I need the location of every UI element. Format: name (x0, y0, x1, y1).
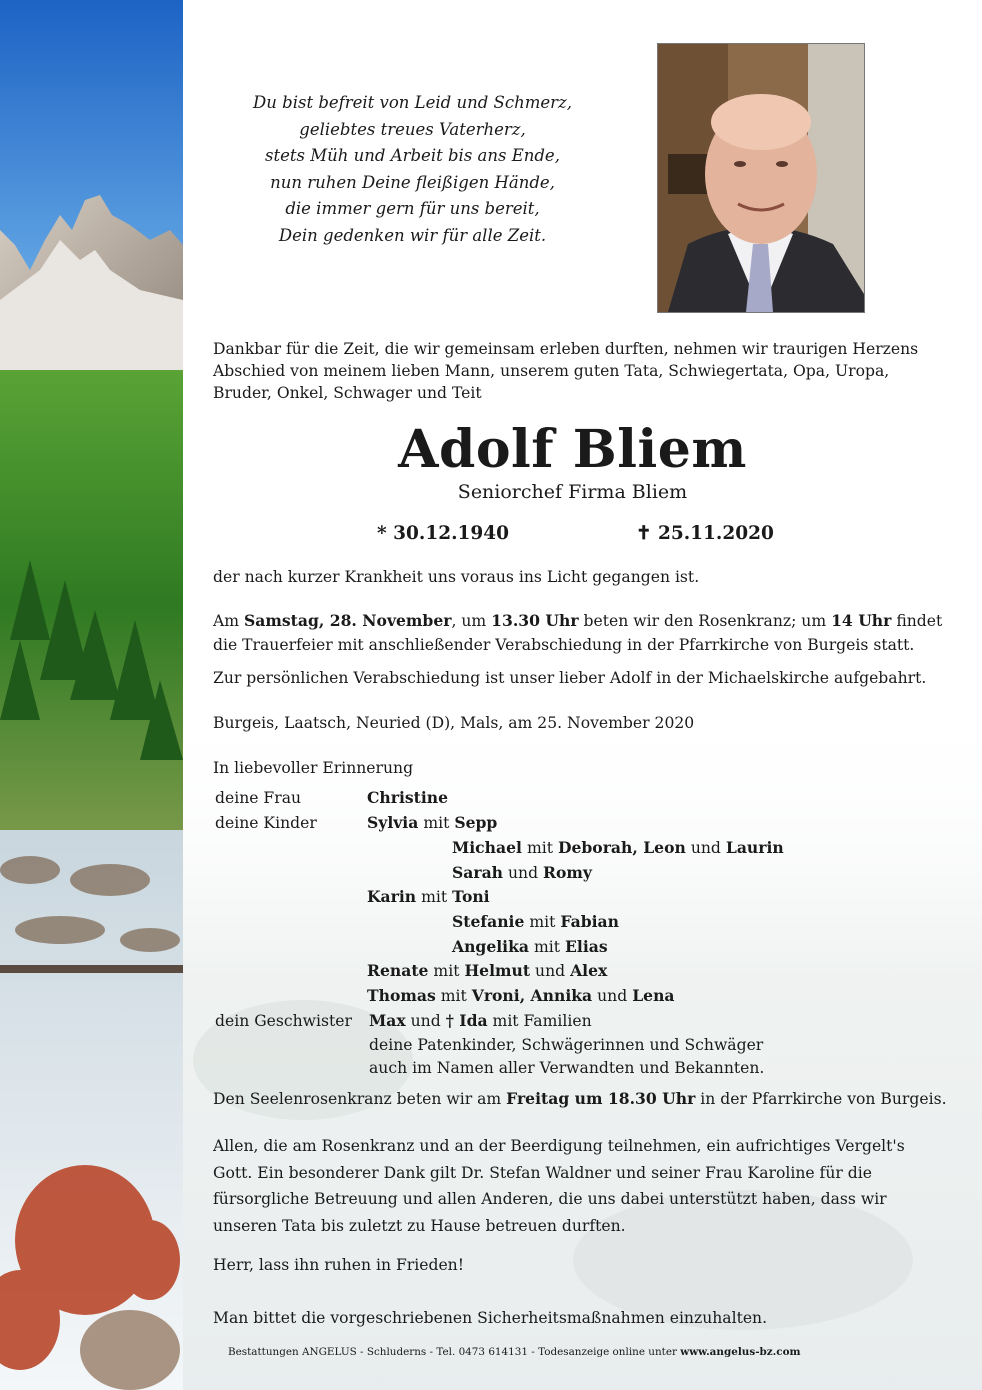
godchildren-line: deine Patenkinder, Schwägerinnen und Schwäger (369, 1036, 764, 1054)
memory-heading: In liebevoller Erinnerung (213, 759, 414, 777)
family-row: Sarah und Romy (452, 863, 592, 882)
birth-date-value: 30.12.1940 (393, 523, 510, 544)
poem-line: Du bist befreit von Leid und Schmerz, (253, 93, 572, 112)
prayer-line: Herr, lass ihn ruhen in Frieden! (213, 1256, 464, 1274)
rosary-line: Am Samstag, 28. November, um 13.30 Uhr beten wir den Rosenkranz; um 14 Uhr findet (213, 611, 943, 630)
footer-link[interactable]: www.angelus-bz.com (680, 1346, 801, 1358)
cross-icon: ✝ (636, 523, 652, 544)
rosary-line-2: die Trauerfeier mit anschließender Verabschiedung in der Pfarrkirche von Burgeis statt. (213, 636, 915, 654)
intro-line: Bruder, Onkel, Schwager und Teit (213, 384, 482, 402)
family-row: Stefanie mit Fabian (452, 912, 619, 931)
death-date (636, 523, 774, 544)
intro-line: Dankbar für die Zeit, die wir gemeinsam erleben durften, nehmen wir traurigen Herzens (213, 340, 919, 358)
label-wife: deine Frau (215, 789, 302, 807)
relatives-line: auch im Namen aller Verwandten und Bekannten. (369, 1059, 765, 1077)
safety-notice: Man bittet die vorgeschriebenen Sicherheitsmaßnahmen einzuhalten. (213, 1309, 768, 1327)
rosary-time: 13.30 Uhr (491, 611, 579, 630)
place-date: Burgeis, Laatsch, Neuried (D), Mals, am 25. November 2020 (213, 714, 695, 732)
poem-line: die immer gern für uns bereit, (285, 199, 540, 218)
family-row: Max und † Ida mit Familien (369, 1011, 592, 1030)
family-row: Sylvia mit Sepp (367, 813, 498, 832)
mountain-landscape-image (0, 0, 183, 1390)
family-row: Angelika mit Elias (452, 937, 608, 956)
deceased-title: Seniorchef Firma Bliem (457, 481, 688, 503)
family-row: Renate mit Helmut und Alex (367, 961, 608, 980)
thanks-paragraph: Allen, die am Rosenkranz und an der Beerdigung teilnehmen, ein aufrichtiges Vergelt's Gott. Ein besonderer Dank gilt Dr. Stefan Waldner und seiner Frau Karoline für die fürsorgliche Betreuung und allen Anderen, die uns dabei unterstützt haben, dass wir unseren Tata bis zuletzt zu Hause betreuen durften. (213, 1137, 905, 1235)
poem-line: geliebtes treues Vaterherz, (299, 119, 526, 139)
poem-line: nun ruhen Deine fleißigen Hände, (270, 172, 555, 192)
family-row: Michael mit Deborah, Leon und Laurin (452, 838, 784, 857)
funeral-time: 14 Uhr (831, 611, 892, 630)
family-row: Thomas mit Vroni, Annika und Lena (367, 986, 675, 1005)
family-row: Karin mit Toni (367, 887, 490, 906)
passing-text: der nach kurzer Krankheit uns voraus ins Licht gegangen ist. (213, 568, 700, 586)
memorial-poem (235, 90, 590, 249)
portrait-photo (657, 43, 865, 313)
label-siblings: dein Geschwister (215, 1012, 352, 1030)
birth-date (377, 523, 509, 544)
poem-line: stets Müh und Arbeit bis ans Ende, (265, 146, 560, 165)
death-date-value: 25.11.2020 (657, 523, 774, 544)
footer: Bestattungen ANGELUS - Schluderns - Tel. 0473 614131 - Todesanzeige online unter www.angelus-bz.com (228, 1346, 801, 1358)
label-children: deine Kinder (215, 814, 317, 832)
birth-symbol: * (377, 523, 387, 544)
viewing-text: Zur persönlichen Verabschiedung ist unser lieber Adolf in der Michaelskirche aufgebahrt. (213, 669, 927, 687)
seelenrosenkranz-line: Den Seelenrosenkranz beten wir am Freitag um 18.30 Uhr in der Pfarrkirche von Burgeis. (213, 1089, 947, 1108)
rosary-day: Samstag, 28. November (244, 611, 452, 630)
poem-line: Dein gedenken wir für alle Zeit. (278, 225, 547, 245)
deceased-name: Adolf Bliem (398, 419, 747, 480)
family-wife: Christine (367, 788, 449, 807)
intro-line: Abschied von meinem lieben Mann, unserem guten Tata, Schwiegertata, Opa, Uropa, (213, 362, 890, 380)
